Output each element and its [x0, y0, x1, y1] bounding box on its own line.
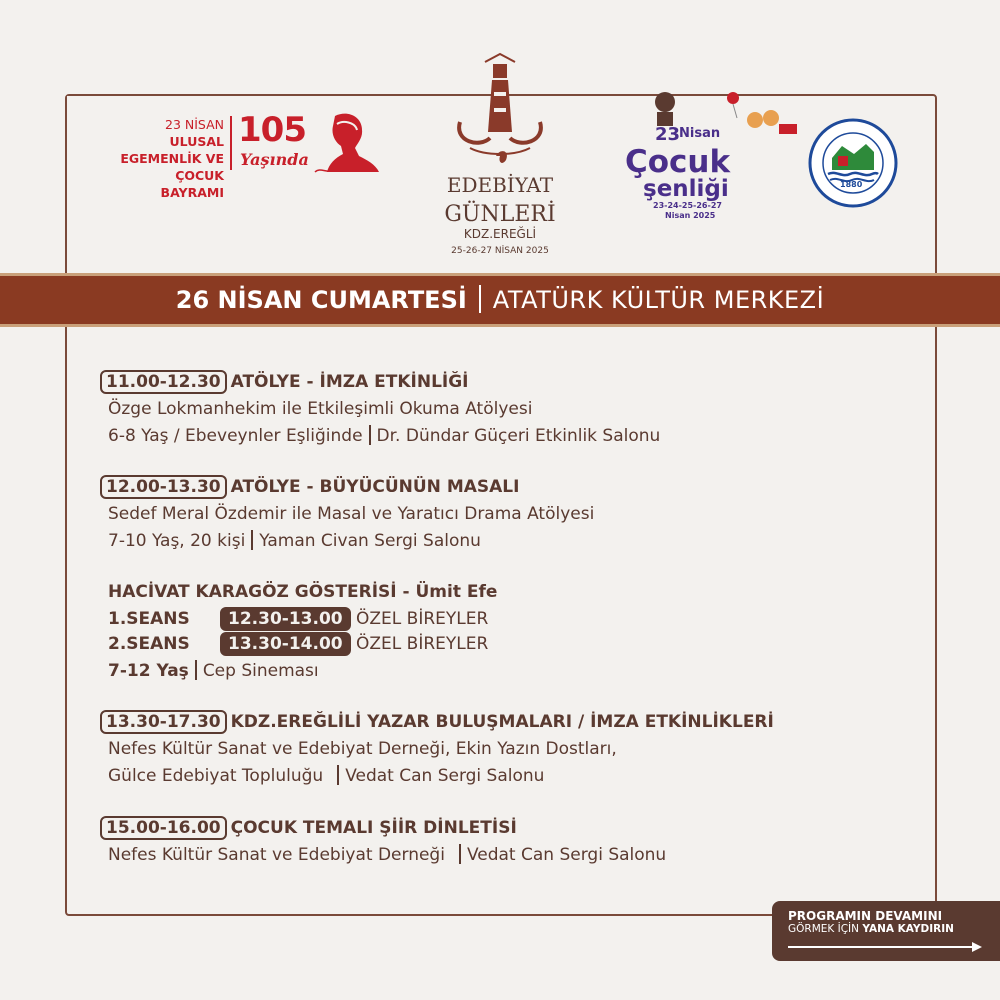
banner-day: 26 NİSAN CUMARTESİ — [175, 286, 467, 314]
swipe-line1: PROGRAMIN DEVAMINI — [788, 909, 943, 923]
bayram-line1: 23 NİSAN — [165, 117, 224, 132]
edebiyat-title: EDEBİYAT — [446, 173, 554, 197]
swipe-line2b: YANA KAYDIRIN — [862, 923, 954, 935]
event2-title: ATÖLYE - BÜYÜCÜNÜN MASALI — [230, 477, 520, 497]
belediye-logo — [808, 118, 898, 208]
event4-desc2: Gülce Edebiyat Topluluğu — [108, 766, 324, 786]
senlik-nisan: Nisan — [679, 126, 721, 141]
bayram-line2: EGEMENLİK VE — [120, 151, 224, 166]
event1-desc: Özge Lokmanhekim ile Etkileşimli Okuma Atölyesi — [108, 399, 533, 419]
edebiyat-dates: 25-26-27 NİSAN 2025 — [451, 246, 549, 256]
event5-time: 15.00-16.00 — [100, 816, 227, 840]
lighthouse-icon — [450, 52, 550, 172]
event3-title-text: HACİVAT KARAGÖZ GÖSTERİSİ - Ümit Efe — [108, 582, 498, 602]
swipe-hint[interactable] — [772, 901, 1000, 961]
event4-title: KDZ.EREĞLİLİ YAZAR BULUŞMALARI / İMZA ETKİNLİKLERİ — [230, 712, 774, 732]
event4-desc: Nefes Kültür Sanat ve Edebiyat Derneği, Ekin Yazın Dostları, — [108, 739, 617, 759]
event5-separator — [459, 844, 461, 864]
event5-details — [108, 843, 666, 867]
ataturk-portrait-icon — [307, 110, 382, 182]
event2-separator — [251, 530, 253, 550]
event1-venue: Dr. Dündar Güçeri Etkinlik Salonu — [376, 426, 661, 446]
edebiyat-subtitle: GÜNLERİ — [444, 202, 556, 227]
cocuk-senligi-logo — [615, 88, 805, 223]
edebiyat-city: KDZ.EREĞLİ — [463, 227, 537, 241]
event5-desc: Nefes Kültür Sanat ve Edebiyat Derneği — [108, 845, 445, 865]
arrow-right-icon — [788, 941, 984, 953]
event3-details — [108, 659, 319, 683]
event2-audience: 7-10 Yaş, 20 kişi — [108, 531, 246, 551]
event1-header — [100, 370, 469, 394]
bayram-number: 105 — [238, 110, 306, 150]
event3-s2-note: ÖZEL BİREYLER — [356, 634, 489, 654]
bayram-line1b: ULUSAL — [169, 134, 224, 149]
bayram-logo — [112, 110, 382, 200]
senlik-word1: Çocuk — [625, 144, 731, 180]
event2-venue: Yaman Civan Sergi Salonu — [259, 531, 481, 551]
event1-separator — [369, 425, 371, 445]
event2-header — [100, 475, 519, 499]
event4-time: 13.30-17.30 — [100, 710, 227, 734]
event3-title — [108, 580, 497, 604]
swipe-line2 — [788, 923, 954, 935]
event5-header — [100, 816, 517, 840]
event1-title: ATÖLYE - İMZA ETKİNLİĞİ — [230, 372, 469, 392]
event4-details — [108, 764, 544, 788]
senlik-dates: 23-24-25-26-27 — [653, 201, 722, 210]
date-venue-banner — [0, 273, 1000, 327]
event1-time: 11.00-12.30 — [100, 370, 227, 394]
event3-s2-label: 2.SEANS — [108, 634, 190, 654]
belediye-seal-icon — [808, 118, 898, 208]
event3-audience: 7-12 Yaş — [108, 661, 189, 681]
event4-header — [100, 710, 774, 734]
event3-s1-time: 12.30-13.00 — [220, 607, 351, 631]
event3-s2-time: 13.30-14.00 — [220, 632, 351, 656]
banner-separator — [479, 285, 481, 313]
event1-audience: 6-8 Yaş / Ebeveynler Eşliğinde — [108, 426, 363, 446]
swipe-line2a: GÖRMEK İÇİN — [788, 923, 859, 935]
event2-details — [108, 529, 481, 553]
banner-place: ATATÜRK KÜLTÜR MERKEZİ — [492, 286, 825, 314]
event3-session2 — [108, 632, 488, 656]
event3-s1-note: ÖZEL BİREYLER — [356, 609, 489, 629]
senlik-number: 23 — [655, 124, 681, 145]
event3-venue: Cep Sineması — [202, 661, 319, 681]
bayram-line3: ÇOCUK BAYRAMI — [160, 168, 224, 200]
event3-separator — [195, 660, 197, 680]
edebiyat-gunleri-logo — [440, 52, 560, 267]
belediye-year: 1880 — [840, 180, 863, 189]
bayram-divider — [230, 116, 232, 170]
event5-venue: Vedat Can Sergi Salonu — [466, 845, 667, 865]
event4-venue: Vedat Can Sergi Salonu — [345, 766, 545, 786]
event3-s1-label: 1.SEANS — [108, 609, 190, 629]
event2-time: 12.00-13.30 — [100, 475, 227, 499]
event3-session1 — [108, 607, 488, 631]
senlik-month: Nisan 2025 — [665, 211, 716, 220]
event2-desc: Sedef Meral Özdemir ile Masal ve Yaratıcı Drama Atölyesi — [108, 504, 595, 524]
senlik-word2: şenliği — [643, 176, 729, 202]
bayram-logo-text — [112, 116, 224, 201]
event5-title: ÇOCUK TEMALI ŞİİR DİNLETİSİ — [230, 818, 517, 838]
bayram-subtitle: Yaşında — [240, 150, 309, 169]
event1-details — [108, 424, 660, 448]
event4-separator — [337, 765, 339, 785]
